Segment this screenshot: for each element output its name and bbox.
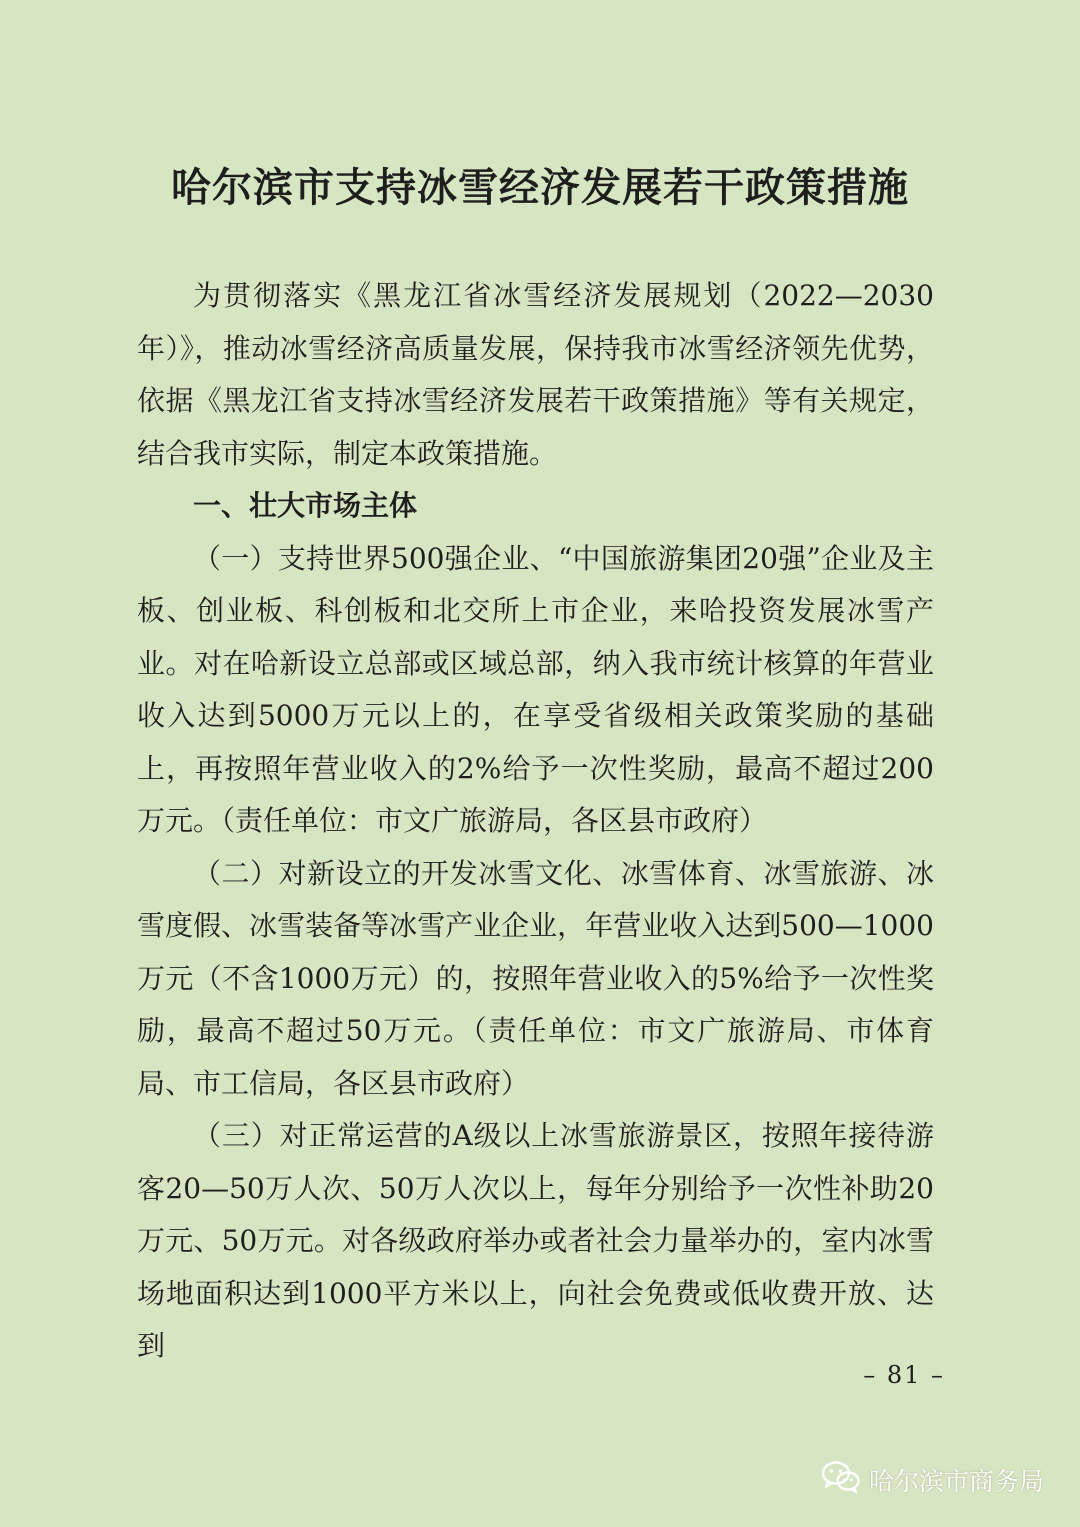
document-title: 哈尔滨市支持冰雪经济发展若干政策措施 — [171, 164, 909, 211]
section-heading: 一、壮大市场主体 — [193, 489, 418, 522]
page-number: – 81 – — [863, 1361, 945, 1389]
document-body — [137, 270, 934, 1373]
policy-item-2: （二）对新设立的开发冰雪文化、冰雪体育、冰雪旅游、冰雪度假、冰雪装备等冰雪产业企业，年营业收入达到500—1000万元（不含1000万元）的，按照年营业收入的5%给予一次性奖励，最高不超过50万元。（责任单位：市文广旅游局、市体育局、市工信局，各区县市政府） — [137, 856, 934, 1100]
intro-paragraph: 为贯彻落实《黑龙江省冰雪经济发展规划（2022—2030年）》，推动冰雪经济高质量发展，保持我市冰雪经济领先优势，依据《黑龙江省支持冰雪经济发展若干政策措施》等有关规定，结合我市实际，制定本政策措施。 — [137, 279, 934, 470]
policy-item-1: （一）支持世界500强企业、“中国旅游集团20强”企业及主板、创业板、科创板和北交所上市企业，来哈投资发展冰雪产业。对在哈新设立总部或区域总部，纳入我市统计核算的年营业收入达到5000万元以上的，在享受省级相关政策奖励的基础上，再按照年营业收入的2%给予一次性奖励，最高不超过200万元。（责任单位：市文广旅游局，各区县市政府） — [137, 541, 934, 837]
policy-item-3: （三）对正常运营的A级以上冰雪旅游景区，按照年接待游客20—50万人次、50万人次以上，每年分别给予一次性补助20万元、50万元。对各级政府举办或者社会力量举办的，室内冰雪场地面积达到1000平方米以上，向社会免费或低收费开放、达到 — [137, 1119, 934, 1362]
wechat-icon — [821, 1460, 861, 1500]
watermark-account-name: 哈尔滨市商务局 — [868, 1467, 1044, 1496]
watermark — [821, 1460, 1044, 1500]
